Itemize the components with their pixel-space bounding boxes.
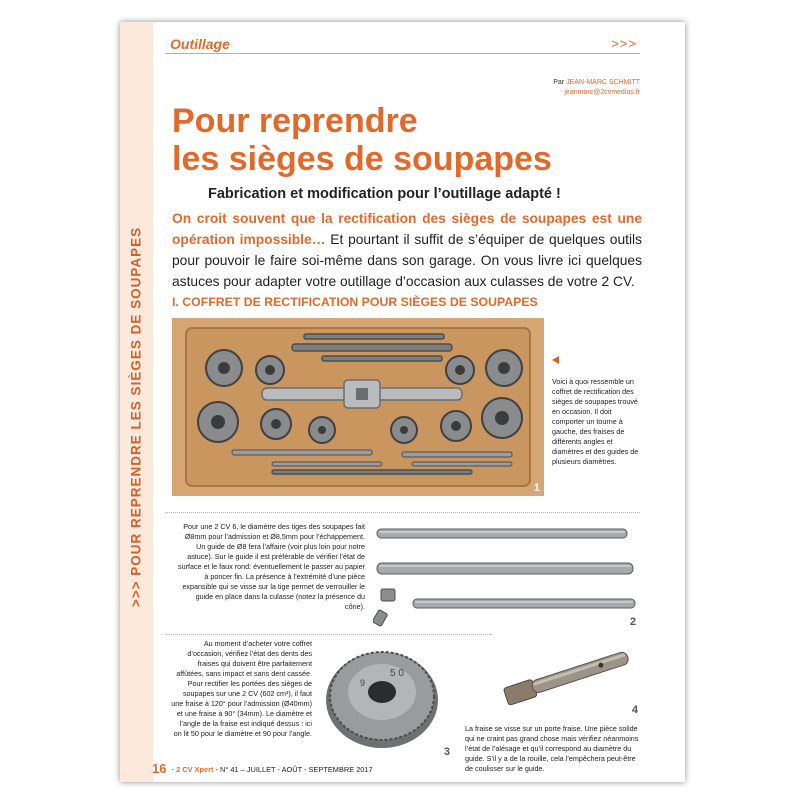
photo-tool-case: [172, 318, 544, 496]
byline-by: Par: [553, 79, 565, 86]
caption-1: Voici à quoi ressemble un coffret de rectification des sièges de soupapes trouvé en occasion. Il doit comporter un tourne à gauche, des fraises de différents angles et diamètres et des guides de plusieurs diamètres.: [552, 377, 639, 466]
svg-text:5 0: 5 0: [390, 668, 404, 679]
article-title: [172, 102, 552, 178]
issue-info: - N° 41 – JUILLET - AOÛT - SEPTEMBRE 2017: [215, 765, 373, 774]
guides-illustration: [373, 517, 640, 632]
caption-2: Pour une 2 CV 6, le diamètre des tiges des soupapes fait Ø8mm pour l’admission et Ø8,5mm pour l’échappement. Un guide de Ø8 fera l’affaire (voir plus loin pour notre astuce). Sur le guide il est préférable de vérifier l’état de surface et le faux rond: éventuellement le passer au papier à poncer fin. La présence à l’extrémité d’une pièce expansible qui se visse sur la tige permet de verrouiller le guide en place dans la culasse (notez la présence du cône).: [178, 522, 365, 611]
header-arrows: >>>: [611, 36, 637, 51]
side-tab: [120, 22, 153, 782]
cutter-holder-illustration: [492, 630, 642, 718]
tool-case-illustration: [172, 318, 544, 496]
title-line-2: les sièges de soupapes: [172, 140, 552, 178]
photo-number-3: 3: [443, 746, 450, 758]
publication-name: 2 CV Xpert: [176, 765, 214, 774]
title-line-1: Pour reprendre: [172, 102, 418, 140]
photo-guides: [373, 517, 640, 632]
section-heading: I. COFFRET DE RECTIFICATION POUR SIÈGES DE SOUPAPES: [172, 295, 538, 309]
byline: [553, 78, 640, 98]
intro-paragraph: [172, 208, 642, 292]
article-subtitle: Fabrication et modification pour l’outillage adapté !: [208, 186, 561, 202]
page-number: 16: [152, 761, 167, 776]
magazine-page: [120, 22, 685, 782]
intro-rest: Et pourtant il suffit de s’équiper de quelques outils pour pouvoir le faire soi-même dans son garage. On vous livre ici quelques astuces pour adapter votre outillage d’occasion aux culasses de votre 2 CV.: [172, 232, 642, 289]
photo-cutter: [320, 640, 452, 760]
footer-dash: -: [171, 765, 174, 774]
caption-3: Au moment d’acheter votre coffret d’occasion, vérifiez l’état des dents des fraises qui doivent être parfaitement affûtées, sans impact et sans dent cassée. Pour rectifier les portées des sièges de soupapes sur une 2 CV (602 cm³), il faut une fraise à 120° pour l’admission (Ø40mm) et une fraise à 90° (34mm). Le diamètre et l’angle de la fraise est indiqué dessus : ici on lit 50 pour le diamètre et 90 pour l’angle.: [171, 639, 312, 738]
intro-lead: On croit souvent que la rectification des sièges de soupapes est une opération impossible…: [172, 211, 642, 247]
cutter-illustration: [320, 640, 452, 760]
photo-number-2: 2: [629, 616, 636, 628]
header-rule: [165, 53, 640, 54]
caption-4: La fraise se visse sur un porte fraise. Une pièce solide qui ne craint pas grand chose mais vérifiez néanmoins l’état de l’alésage et qu’il correspond au diamètre du guide. S’il y a de la rouille, cela l’empêchera peut-être de coulisser sur le guide.: [465, 724, 639, 773]
photo-cutter-holder: [492, 630, 642, 718]
side-tab-label: >>> POUR REPRENDRE LES SIÈGES DE SOUPAPES: [128, 226, 144, 608]
photo-number-4: 4: [631, 704, 638, 716]
photo-number-1: 1: [533, 482, 540, 494]
svg-text:9: 9: [360, 678, 366, 688]
byline-email: jeanmarc@2cvmedias.fr: [564, 89, 640, 96]
byline-author: JEAN-MARC SCHMITT: [566, 79, 640, 86]
page-footer: [152, 761, 373, 776]
section-label: Outillage: [170, 36, 230, 52]
divider: [165, 512, 640, 513]
caption-arrow-left-icon: [552, 356, 559, 364]
